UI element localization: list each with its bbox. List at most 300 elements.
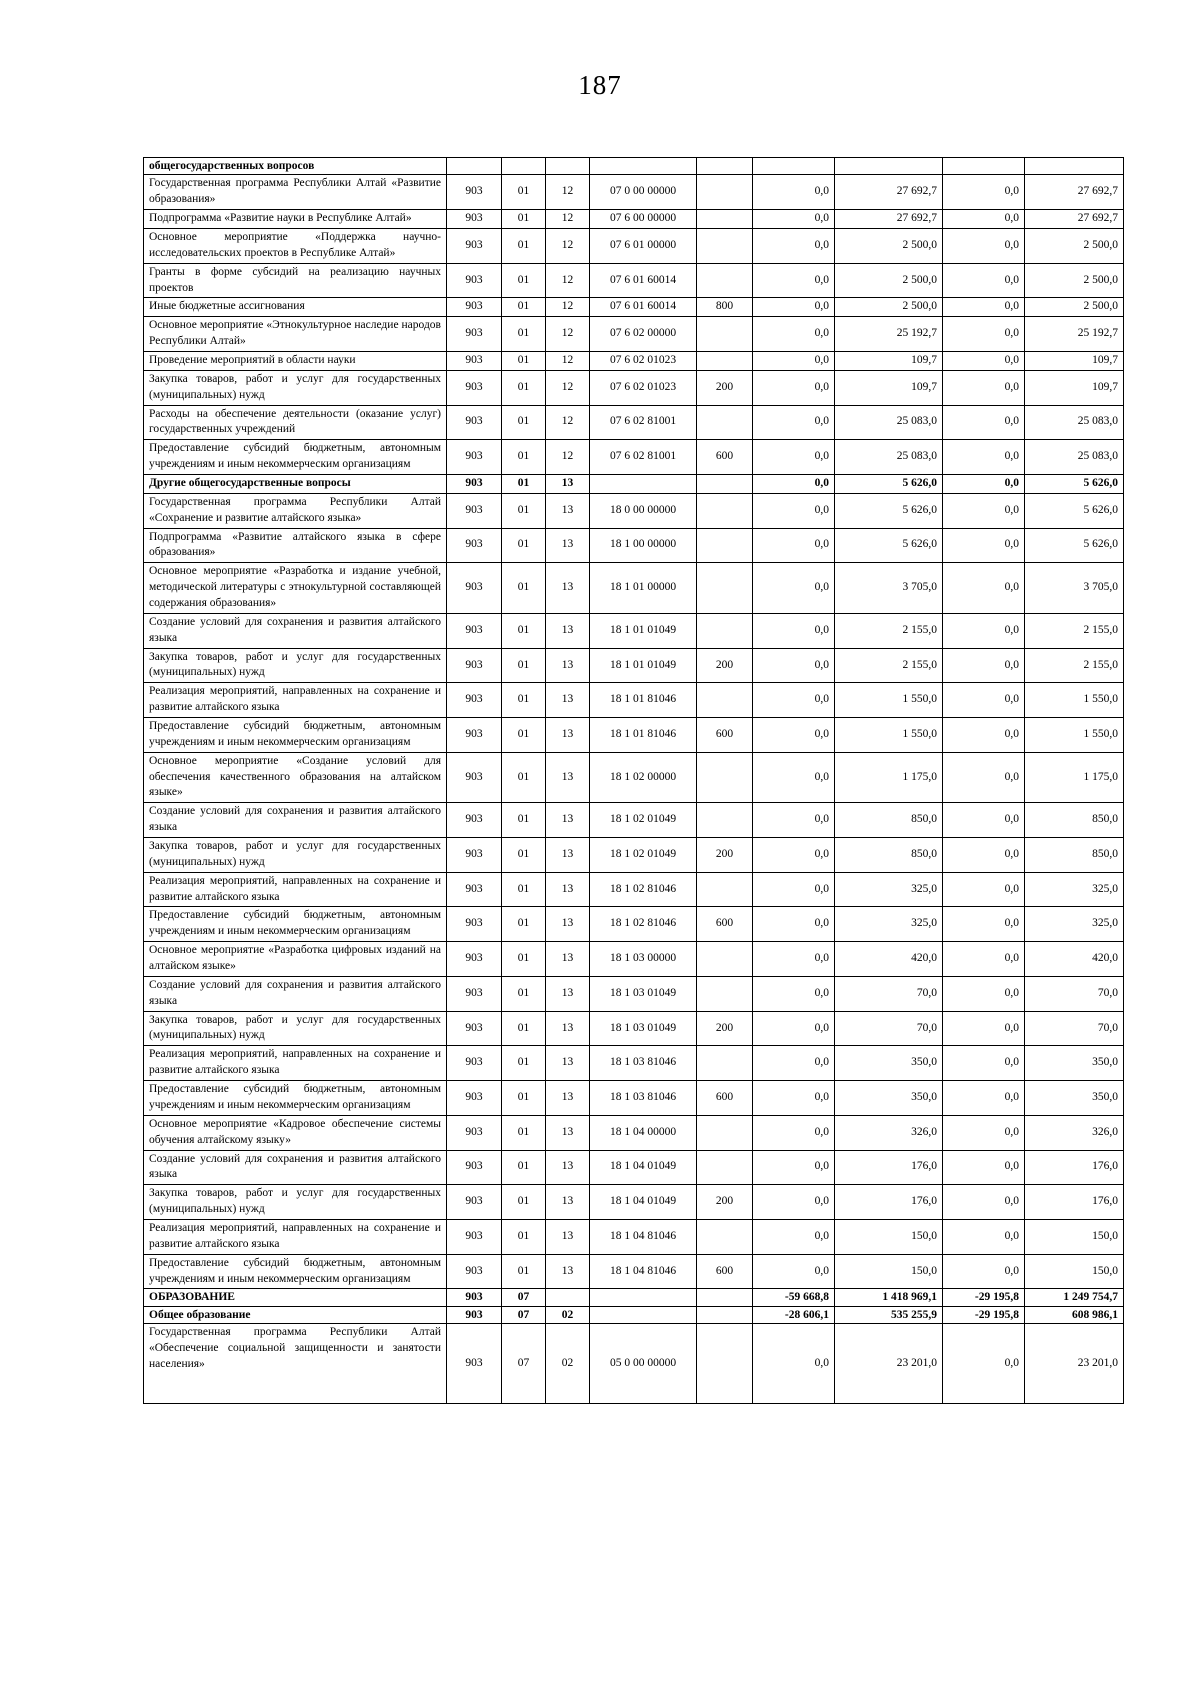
amount-total: 5 626,0 [1025,474,1124,493]
expense-type-code [697,872,753,907]
section-code: 01 [502,405,546,440]
table-row [144,351,1124,370]
amount-change: 0,0 [753,838,835,873]
expense-type-code [697,405,753,440]
expense-type-code [697,1306,753,1323]
amount-change: 0,0 [753,317,835,352]
target-article-code: 07 6 02 01023 [590,351,697,370]
section-code: 01 [502,563,546,614]
amount-col-2: 850,0 [835,803,943,838]
amount-col-2: 2 155,0 [835,648,943,683]
amount-change: 0,0 [753,1219,835,1254]
section-code: 07 [502,1324,546,1404]
expense-type-code [697,976,753,1011]
table-row [144,1081,1124,1116]
amount-col-2: 150,0 [835,1254,943,1289]
expense-type-code [697,263,753,298]
amount-change-2: 0,0 [943,563,1025,614]
ministry-code: 903 [447,613,502,648]
row-description: Основное мероприятие «Кадровое обеспечение системы обучения алтайскому языку» [144,1115,447,1150]
section-code: 01 [502,1011,546,1046]
subsection-code: 13 [546,563,590,614]
amount-total: 176,0 [1025,1150,1124,1185]
section-code: 01 [502,718,546,753]
expense-type-code [697,613,753,648]
amount-total: 150,0 [1025,1254,1124,1289]
amount-change-2: 0,0 [943,1254,1025,1289]
amount-total: 70,0 [1025,976,1124,1011]
ministry-code: 903 [447,648,502,683]
table-row [144,752,1124,803]
ministry-code: 903 [447,1185,502,1220]
section-code: 01 [502,228,546,263]
subsection-code: 13 [546,1046,590,1081]
amount-change [753,158,835,175]
amount-total: 176,0 [1025,1185,1124,1220]
target-article-code: 07 6 02 01023 [590,370,697,405]
expense-type-code [697,528,753,563]
amount-total: 350,0 [1025,1081,1124,1116]
amount-col-2: 109,7 [835,351,943,370]
expense-type-code [697,351,753,370]
subsection-code: 13 [546,838,590,873]
amount-total: 3 705,0 [1025,563,1124,614]
row-description: Иные бюджетные ассигнования [144,298,447,317]
ministry-code: 903 [447,752,502,803]
target-article-code: 18 1 04 00000 [590,1115,697,1150]
table-row [144,370,1124,405]
row-description: Предоставление субсидий бюджетным, автономным учреждениям и иным некоммерческим организациям [144,907,447,942]
row-description: общегосударственных вопросов [144,158,447,175]
table-row [144,1219,1124,1254]
expense-type-code: 600 [697,440,753,475]
ministry-code: 903 [447,838,502,873]
amount-change-2: 0,0 [943,370,1025,405]
row-description: Создание условий для сохранения и развития алтайского языка [144,803,447,838]
ministry-code: 903 [447,1081,502,1116]
amount-total: 109,7 [1025,370,1124,405]
amount-change: 0,0 [753,1324,835,1404]
subsection-code: 13 [546,1115,590,1150]
row-description: Государственная программа Республики Алтай «Развитие образования» [144,175,447,210]
amount-total: 325,0 [1025,872,1124,907]
row-description: Реализация мероприятий, направленных на сохранение и развитие алтайского языка [144,683,447,718]
subsection-code: 13 [546,872,590,907]
subsection-code: 13 [546,1011,590,1046]
subsection-code: 13 [546,976,590,1011]
amount-change-2: -29 195,8 [943,1306,1025,1323]
amount-total: 2 500,0 [1025,298,1124,317]
section-code: 01 [502,803,546,838]
target-article-code: 18 1 01 01049 [590,613,697,648]
table-row [144,803,1124,838]
amount-change: 0,0 [753,718,835,753]
amount-col-2: 3 705,0 [835,563,943,614]
row-description: Реализация мероприятий, направленных на сохранение и развитие алтайского языка [144,872,447,907]
table-row [144,1306,1124,1323]
amount-change-2: -29 195,8 [943,1289,1025,1306]
table-row [144,1289,1124,1306]
row-description: Расходы на обеспечение деятельности (оказание услуг) государственных учреждений [144,405,447,440]
subsection-code: 13 [546,907,590,942]
table-row [144,942,1124,977]
row-description: Закупка товаров, работ и услуг для государственных (муниципальных) нужд [144,1185,447,1220]
amount-total: 27 692,7 [1025,175,1124,210]
expense-type-code: 200 [697,838,753,873]
table-row [144,907,1124,942]
amount-col-2: 535 255,9 [835,1306,943,1323]
table-row [144,1150,1124,1185]
subsection-code: 13 [546,528,590,563]
row-description: Реализация мероприятий, направленных на сохранение и развитие алтайского языка [144,1046,447,1081]
target-article-code: 18 1 03 81046 [590,1046,697,1081]
subsection-code: 02 [546,1324,590,1404]
row-description: Гранты в форме субсидий на реализацию научных проектов [144,263,447,298]
amount-col-2: 176,0 [835,1185,943,1220]
section-code: 01 [502,976,546,1011]
amount-change: 0,0 [753,528,835,563]
subsection-code: 12 [546,317,590,352]
target-article-code: 18 1 03 01049 [590,976,697,1011]
amount-col-2: 25 192,7 [835,317,943,352]
amount-change-2: 0,0 [943,1011,1025,1046]
row-description: Основное мероприятие «Разработка и издание учебной, методической литературы с этнокультурной составляющей содержания образования» [144,563,447,614]
ministry-code: 903 [447,1046,502,1081]
row-description: Предоставление субсидий бюджетным, автономным учреждениям и иным некоммерческим организациям [144,1254,447,1289]
ministry-code: 903 [447,1324,502,1404]
table-row [144,474,1124,493]
amount-total: 25 192,7 [1025,317,1124,352]
section-code: 01 [502,613,546,648]
target-article-code [590,474,697,493]
amount-col-2: 109,7 [835,370,943,405]
subsection-code: 13 [546,1150,590,1185]
row-description: Закупка товаров, работ и услуг для государственных (муниципальных) нужд [144,370,447,405]
target-article-code [590,1289,697,1306]
target-article-code: 18 1 01 01049 [590,648,697,683]
amount-change-2: 0,0 [943,263,1025,298]
row-description: Основное мероприятие «Разработка цифровых изданий на алтайском языке» [144,942,447,977]
section-code: 01 [502,493,546,528]
amount-change-2: 0,0 [943,752,1025,803]
budget-table [143,157,1124,1404]
section-code: 01 [502,1254,546,1289]
table-row [144,1046,1124,1081]
amount-change: 0,0 [753,907,835,942]
subsection-code: 12 [546,370,590,405]
section-code: 01 [502,474,546,493]
target-article-code [590,158,697,175]
target-article-code: 05 0 00 00000 [590,1324,697,1404]
target-article-code: 18 1 04 01049 [590,1150,697,1185]
table-row [144,683,1124,718]
row-description: Проведение мероприятий в области науки [144,351,447,370]
subsection-code: 13 [546,718,590,753]
amount-total: 25 083,0 [1025,440,1124,475]
section-code [502,158,546,175]
target-article-code: 07 6 02 81001 [590,440,697,475]
target-article-code: 07 6 01 00000 [590,228,697,263]
expense-type-code [697,752,753,803]
table-row [144,1011,1124,1046]
subsection-code: 13 [546,648,590,683]
row-description: Закупка товаров, работ и услуг для государственных (муниципальных) нужд [144,1011,447,1046]
expense-type-code: 600 [697,1081,753,1116]
ministry-code: 903 [447,228,502,263]
ministry-code: 903 [447,1289,502,1306]
target-article-code: 18 1 00 00000 [590,528,697,563]
target-article-code: 18 1 03 81046 [590,1081,697,1116]
amount-col-2: 2 155,0 [835,613,943,648]
amount-change: 0,0 [753,351,835,370]
amount-total [1025,158,1124,175]
amount-col-2: 5 626,0 [835,493,943,528]
amount-total: 23 201,0 [1025,1324,1124,1404]
amount-change: 0,0 [753,683,835,718]
amount-col-2: 27 692,7 [835,210,943,229]
amount-change-2: 0,0 [943,942,1025,977]
subsection-code: 12 [546,298,590,317]
amount-total: 2 500,0 [1025,228,1124,263]
expense-type-code [697,210,753,229]
amount-total: 1 550,0 [1025,683,1124,718]
amount-col-2: 420,0 [835,942,943,977]
ministry-code: 903 [447,1219,502,1254]
section-code: 01 [502,752,546,803]
table-row [144,1185,1124,1220]
subsection-code: 13 [546,1219,590,1254]
table-row [144,838,1124,873]
expense-type-code [697,1046,753,1081]
amount-col-2: 70,0 [835,976,943,1011]
amount-total: 350,0 [1025,1046,1124,1081]
amount-change-2: 0,0 [943,210,1025,229]
section-code: 01 [502,440,546,475]
subsection-code: 13 [546,474,590,493]
subsection-code: 02 [546,1306,590,1323]
subsection-code: 13 [546,1254,590,1289]
amount-change: 0,0 [753,976,835,1011]
amount-change-2: 0,0 [943,718,1025,753]
target-article-code: 18 1 02 81046 [590,872,697,907]
target-article-code: 18 1 02 81046 [590,907,697,942]
ministry-code: 903 [447,317,502,352]
amount-col-2: 1 550,0 [835,683,943,718]
target-article-code: 07 6 01 60014 [590,263,697,298]
ministry-code: 903 [447,563,502,614]
section-code: 07 [502,1289,546,1306]
table-body [144,158,1124,1404]
subsection-code: 13 [546,683,590,718]
row-description: Закупка товаров, работ и услуг для государственных (муниципальных) нужд [144,838,447,873]
expense-type-code [697,228,753,263]
amount-change-2: 0,0 [943,175,1025,210]
section-code: 01 [502,942,546,977]
target-article-code: 18 1 04 81046 [590,1219,697,1254]
expense-type-code: 200 [697,1011,753,1046]
ministry-code: 903 [447,1306,502,1323]
amount-change: 0,0 [753,752,835,803]
table-row [144,1115,1124,1150]
ministry-code: 903 [447,1254,502,1289]
row-description: Общее образование [144,1306,447,1323]
expense-type-code [697,563,753,614]
target-article-code: 18 1 02 01049 [590,803,697,838]
amount-change: 0,0 [753,370,835,405]
target-article-code: 18 1 03 00000 [590,942,697,977]
subsection-code [546,1289,590,1306]
expense-type-code: 600 [697,718,753,753]
expense-type-code: 200 [697,1185,753,1220]
amount-change: 0,0 [753,803,835,838]
amount-change-2: 0,0 [943,493,1025,528]
expense-type-code [697,1289,753,1306]
row-description: Основное мероприятие «Создание условий для обеспечения качественного образования на алтайском языке» [144,752,447,803]
table-row [144,440,1124,475]
amount-total: 325,0 [1025,907,1124,942]
amount-change: 0,0 [753,613,835,648]
table-row [144,563,1124,614]
row-description: Предоставление субсидий бюджетным, автономным учреждениям и иным некоммерческим организациям [144,440,447,475]
amount-total: 70,0 [1025,1011,1124,1046]
expense-type-code [697,1115,753,1150]
amount-change-2: 0,0 [943,872,1025,907]
amount-change: 0,0 [753,440,835,475]
amount-total: 326,0 [1025,1115,1124,1150]
amount-total: 150,0 [1025,1219,1124,1254]
amount-col-2: 325,0 [835,872,943,907]
amount-col-2: 1 550,0 [835,718,943,753]
row-description: ОБРАЗОВАНИЕ [144,1289,447,1306]
amount-col-2 [835,158,943,175]
amount-col-2: 1 418 969,1 [835,1289,943,1306]
ministry-code: 903 [447,907,502,942]
row-description: Реализация мероприятий, направленных на сохранение и развитие алтайского языка [144,1219,447,1254]
subsection-code [546,158,590,175]
amount-change: -28 606,1 [753,1306,835,1323]
amount-total: 1 550,0 [1025,718,1124,753]
target-article-code: 07 0 00 00000 [590,175,697,210]
amount-change: 0,0 [753,1115,835,1150]
expense-type-code [697,317,753,352]
subsection-code: 13 [546,803,590,838]
row-description: Основное мероприятие «Поддержка научно-исследовательских проектов в Республике Алтай» [144,228,447,263]
section-code: 01 [502,351,546,370]
amount-change-2: 0,0 [943,907,1025,942]
table-row [144,158,1124,175]
ministry-code: 903 [447,1150,502,1185]
section-code: 01 [502,1081,546,1116]
target-article-code: 18 1 01 81046 [590,683,697,718]
table-row [144,718,1124,753]
amount-change: 0,0 [753,298,835,317]
ministry-code: 903 [447,263,502,298]
expense-type-code [697,1150,753,1185]
amount-change: 0,0 [753,563,835,614]
expense-type-code: 200 [697,648,753,683]
amount-total: 25 083,0 [1025,405,1124,440]
table-row [144,405,1124,440]
subsection-code: 13 [546,752,590,803]
ministry-code: 903 [447,872,502,907]
table-row [144,210,1124,229]
amount-col-2: 150,0 [835,1219,943,1254]
amount-total: 109,7 [1025,351,1124,370]
amount-change: 0,0 [753,942,835,977]
expense-type-code [697,1219,753,1254]
amount-col-2: 325,0 [835,907,943,942]
table-row [144,175,1124,210]
amount-col-2: 5 626,0 [835,528,943,563]
expense-type-code [697,158,753,175]
amount-col-2: 350,0 [835,1081,943,1116]
section-code: 01 [502,907,546,942]
section-code: 01 [502,872,546,907]
ministry-code: 903 [447,175,502,210]
amount-change-2: 0,0 [943,405,1025,440]
table-row [144,1254,1124,1289]
subsection-code: 13 [546,1081,590,1116]
row-description: Государственная программа Республики Алтай «Сохранение и развитие алтайского языка» [144,493,447,528]
section-code: 01 [502,370,546,405]
amount-change-2: 0,0 [943,1150,1025,1185]
row-description: Подпрограмма «Развитие науки в Республике Алтай» [144,210,447,229]
page-number: 187 [578,70,622,100]
section-code: 01 [502,210,546,229]
amount-change: 0,0 [753,1011,835,1046]
amount-col-2: 25 083,0 [835,440,943,475]
expense-type-code [697,942,753,977]
amount-change-2: 0,0 [943,803,1025,838]
amount-change-2 [943,158,1025,175]
amount-col-2: 350,0 [835,1046,943,1081]
amount-col-2: 27 692,7 [835,175,943,210]
amount-change: -59 668,8 [753,1289,835,1306]
subsection-code: 12 [546,405,590,440]
section-code: 01 [502,298,546,317]
amount-change-2: 0,0 [943,613,1025,648]
amount-change-2: 0,0 [943,351,1025,370]
section-code: 01 [502,528,546,563]
expense-type-code [697,803,753,838]
table-row [144,298,1124,317]
table-row [144,317,1124,352]
amount-change: 0,0 [753,1150,835,1185]
table-row [144,1324,1124,1404]
amount-total: 1 249 754,7 [1025,1289,1124,1306]
subsection-code: 13 [546,942,590,977]
ministry-code: 903 [447,942,502,977]
amount-total: 850,0 [1025,838,1124,873]
amount-total: 27 692,7 [1025,210,1124,229]
subsection-code: 12 [546,351,590,370]
target-article-code: 18 1 02 01049 [590,838,697,873]
table-row [144,648,1124,683]
target-article-code: 07 6 01 60014 [590,298,697,317]
amount-total: 5 626,0 [1025,493,1124,528]
section-code: 01 [502,1150,546,1185]
ministry-code: 903 [447,718,502,753]
section-code: 01 [502,1046,546,1081]
ministry-code: 903 [447,976,502,1011]
amount-change: 0,0 [753,263,835,298]
section-code: 01 [502,683,546,718]
ministry-code: 903 [447,440,502,475]
expense-type-code [697,175,753,210]
amount-change: 0,0 [753,872,835,907]
amount-col-2: 25 083,0 [835,405,943,440]
expense-type-code: 600 [697,1254,753,1289]
